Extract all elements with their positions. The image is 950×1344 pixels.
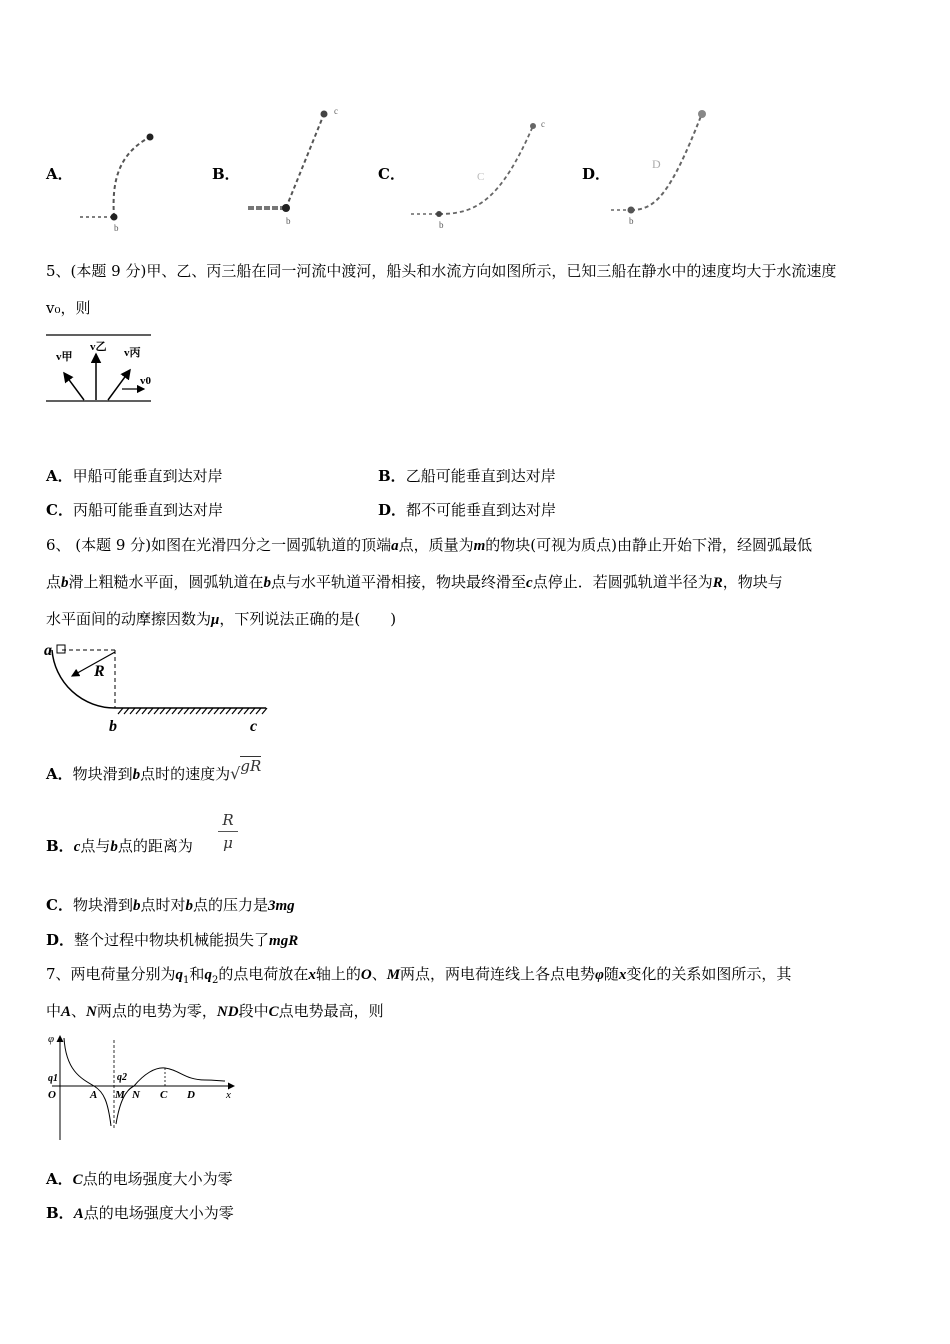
q4c-label-c: c bbox=[541, 119, 545, 129]
q4c-label-C: C bbox=[477, 171, 485, 183]
q5-arrow-jia bbox=[64, 373, 84, 400]
q6-value-3mg: 3mg bbox=[268, 898, 295, 914]
q5-option-d-text: 都不可能垂直到达对岸 bbox=[406, 501, 557, 519]
q6-var-b: b bbox=[110, 839, 118, 855]
q6-option-d-label: D． bbox=[46, 931, 75, 949]
q6-text: 点与 bbox=[80, 837, 111, 855]
q7-sub: 2 bbox=[211, 975, 219, 986]
q4c-trajectory bbox=[439, 126, 533, 214]
q6-text: 点时的速度为 bbox=[140, 765, 231, 783]
q7-label-q2: q2 bbox=[117, 1072, 127, 1083]
q7-var-q: q bbox=[204, 967, 212, 983]
q4a-point-c bbox=[147, 134, 154, 141]
q6-var-b: b bbox=[263, 575, 272, 591]
q6-fig-label-a: a bbox=[44, 642, 52, 659]
q7-var-C: C bbox=[268, 1004, 279, 1020]
q4d-label-D: D bbox=[652, 157, 661, 171]
q7-text: 两点的电势为零， bbox=[96, 1002, 217, 1020]
q4d-trajectory bbox=[631, 116, 701, 210]
q4d-point-b bbox=[628, 207, 635, 214]
q6-option-b-label: B． bbox=[46, 837, 74, 855]
q7-potential-graph bbox=[40, 1030, 240, 1145]
q6-var-b: b bbox=[132, 767, 141, 783]
q7-var-M: M bbox=[386, 967, 401, 983]
q7-text: 7、两电荷量分别为 bbox=[46, 965, 176, 983]
q4d-label-b: b bbox=[629, 216, 634, 226]
q6-text: 点 bbox=[46, 573, 62, 591]
q6-text: ，物块与 bbox=[722, 573, 783, 591]
q5-option-c bbox=[46, 500, 223, 520]
q4-option-c-label: C． bbox=[378, 165, 405, 183]
q6-var-b: b bbox=[185, 898, 193, 914]
q7-sub: 1 bbox=[183, 975, 190, 986]
q6-option-c-label: C． bbox=[46, 896, 73, 914]
q7-label-C: C bbox=[160, 1089, 168, 1101]
q6-var-a: a bbox=[391, 538, 399, 554]
q7-text: 和 bbox=[189, 965, 205, 983]
q7-label-M: M bbox=[115, 1089, 125, 1101]
q7-var-q: q bbox=[175, 967, 184, 983]
q7-var-A: A bbox=[73, 1206, 84, 1222]
q4-option-a-label: A． bbox=[46, 165, 73, 183]
q7-label-O: O bbox=[48, 1089, 56, 1101]
q7-text: 点的电场强度大小为零 bbox=[82, 1170, 233, 1188]
q5-option-d-label: D． bbox=[378, 501, 407, 519]
q5-arrow-bing bbox=[108, 370, 130, 400]
q6-text: 点的压力是 bbox=[192, 896, 268, 914]
q7-label-N: N bbox=[132, 1089, 140, 1101]
q6-track-figure bbox=[42, 638, 272, 738]
q7-text: 点的电场强度大小为零 bbox=[83, 1204, 234, 1222]
q6-text: 点时对 bbox=[140, 896, 186, 914]
q6-text: 整个过程中物块机械能损失了 bbox=[74, 931, 270, 949]
q7-label-D: D bbox=[187, 1089, 195, 1101]
q7-text: 轴上的 bbox=[315, 965, 361, 983]
q4c-point-b bbox=[436, 211, 442, 217]
q4-figure-c bbox=[405, 112, 555, 232]
q6-fraction bbox=[218, 811, 238, 852]
q6-sqrt-sign: √ bbox=[230, 764, 241, 783]
q6-var-c: c bbox=[526, 575, 533, 591]
q6-ground-hatch bbox=[118, 708, 267, 714]
q6-fig-label-R: R bbox=[94, 663, 105, 680]
q6-text: ，下列说法正确的是( ) bbox=[219, 610, 397, 628]
q6-formula-gR: gR bbox=[240, 757, 262, 775]
q4c-point-c bbox=[530, 123, 536, 129]
q4c-label-b: b bbox=[439, 220, 444, 230]
q4a-label-b: b bbox=[114, 223, 119, 233]
q5-option-b bbox=[378, 466, 556, 486]
q5-option-b-text: 乙船可能垂直到达对岸 bbox=[405, 467, 556, 485]
q6-fraction-num: R bbox=[222, 811, 234, 829]
q4b-trajectory bbox=[286, 114, 324, 208]
q7-label-phi: φ bbox=[48, 1033, 55, 1045]
q6-option-a-label: A． bbox=[46, 765, 73, 783]
q4-figure-b bbox=[244, 100, 354, 230]
q5-label-v-yi: v乙 bbox=[90, 341, 107, 353]
q7-var-ND: ND bbox=[216, 1004, 239, 1020]
q6-var-b: b bbox=[61, 575, 69, 591]
q7-var-N: N bbox=[86, 1004, 97, 1020]
q7-var-x: x bbox=[618, 967, 627, 983]
q4a-point-b bbox=[111, 214, 118, 221]
q6-block bbox=[57, 645, 65, 653]
q6-text: 物块滑到 bbox=[72, 765, 133, 783]
q7-option-a-label: A． bbox=[46, 1170, 73, 1188]
q6-text: 物块滑到 bbox=[72, 896, 133, 914]
q7-var-O: O bbox=[360, 967, 372, 983]
q5-option-c-text: 丙船可能垂直到达对岸 bbox=[72, 501, 223, 519]
q6-option-a bbox=[46, 757, 262, 785]
q5-option-b-label: B． bbox=[378, 467, 406, 485]
q6-stem-line2 bbox=[46, 572, 783, 593]
q6-var-b: b bbox=[132, 898, 141, 914]
q6-arc-track bbox=[52, 650, 115, 708]
q6-fig-label-c: c bbox=[250, 718, 258, 735]
q7-var-x: x bbox=[308, 967, 316, 983]
q5-option-a-label: A． bbox=[46, 467, 73, 485]
q7-text: 中 bbox=[46, 1002, 62, 1020]
q5-option-d bbox=[378, 500, 556, 520]
q7-label-A: A bbox=[90, 1089, 98, 1101]
q7-stem-line2 bbox=[46, 1001, 384, 1022]
q5-label-v0: v0 bbox=[140, 375, 151, 387]
q6-text: 滑上粗糙水平面，圆弧轨道在 bbox=[68, 573, 264, 591]
q6-text: 点停止．若圆弧轨道半径为 bbox=[532, 573, 713, 591]
q4-figure-d bbox=[605, 100, 735, 230]
q6-text: 点，质量为 bbox=[398, 536, 474, 554]
q7-option-b bbox=[46, 1203, 234, 1224]
q7-curve-left bbox=[64, 1038, 111, 1126]
q4b-label-b: b bbox=[286, 216, 291, 226]
q6-stem-line1 bbox=[46, 535, 812, 556]
q5-label-v-bing: v丙 bbox=[124, 347, 141, 359]
q6-fraction-bar bbox=[218, 831, 238, 832]
q6-option-b bbox=[46, 836, 193, 857]
q4-option-b-label: B． bbox=[212, 165, 240, 183]
q7-text: 点电势最高，则 bbox=[278, 1002, 384, 1020]
q6-var-R: R bbox=[712, 575, 723, 591]
q6-stem-line3 bbox=[46, 609, 396, 630]
q5-option-a bbox=[46, 466, 223, 486]
q6-option-d bbox=[46, 930, 298, 951]
q7-text: 两点，两电荷连线上各点电势 bbox=[400, 965, 596, 983]
q5-river-figure bbox=[44, 330, 159, 405]
q6-fig-label-b: b bbox=[109, 718, 117, 735]
q6-var-m: m bbox=[473, 538, 486, 554]
q5-option-c-label: C． bbox=[46, 501, 73, 519]
q4-figure-a bbox=[70, 125, 170, 235]
q7-text: 段中 bbox=[238, 1002, 269, 1020]
q6-text: 点的距离为 bbox=[117, 837, 193, 855]
q7-label-x: x bbox=[226, 1089, 231, 1101]
q6-var-c: c bbox=[73, 839, 81, 855]
q7-var-phi: φ bbox=[595, 967, 604, 983]
q4d-point-c bbox=[698, 110, 706, 118]
q7-option-b-label: B． bbox=[46, 1204, 74, 1222]
q7-text: 、 bbox=[71, 1002, 87, 1020]
q7-var-A: A bbox=[61, 1004, 72, 1020]
q7-stem-line1 bbox=[46, 964, 791, 991]
q6-text: 点与水平轨道平滑相接，物块最终滑至 bbox=[271, 573, 527, 591]
q6-text: 6、 (本题 9 分)如图在光滑四分之一圆弧轨道的顶端 bbox=[46, 536, 392, 554]
q7-var-C: C bbox=[72, 1172, 83, 1188]
q6-value-mgR: mgR bbox=[269, 933, 299, 949]
q7-text: 的点电荷放在 bbox=[218, 965, 309, 983]
q5-stem-line1: 5、(本题 9 分)甲、乙、丙三船在同一河流中渡河，船头和水流方向如图所示，已知三船在静水中的速度均大于水流速度 bbox=[46, 262, 837, 280]
q4b-point-c bbox=[321, 111, 328, 118]
q6-var-mu: μ bbox=[211, 612, 220, 628]
q4-option-d-label: D． bbox=[582, 165, 611, 183]
q7-text: 变化的关系如图所示，其 bbox=[626, 965, 792, 983]
q6-text: 水平面间的动摩擦因数为 bbox=[46, 610, 212, 628]
q6-fraction-den: μ bbox=[223, 834, 233, 852]
q5-option-a-text: 甲船可能垂直到达对岸 bbox=[72, 467, 223, 485]
q5-stem-line2: v₀，则 bbox=[46, 299, 91, 317]
q5-label-v-jia: v甲 bbox=[56, 351, 73, 363]
q6-option-c bbox=[46, 895, 295, 916]
q6-text: 的物块(可视为质点)由静止开始下滑，经圆弧最低 bbox=[485, 536, 813, 554]
q7-text: 随 bbox=[603, 965, 619, 983]
q4b-label-c: c bbox=[334, 106, 338, 116]
q4b-point-b bbox=[282, 204, 290, 212]
q4a-trajectory bbox=[114, 137, 150, 217]
q7-text: 、 bbox=[371, 965, 387, 983]
q7-label-q1: q1 bbox=[48, 1073, 58, 1084]
q7-option-a bbox=[46, 1169, 233, 1190]
